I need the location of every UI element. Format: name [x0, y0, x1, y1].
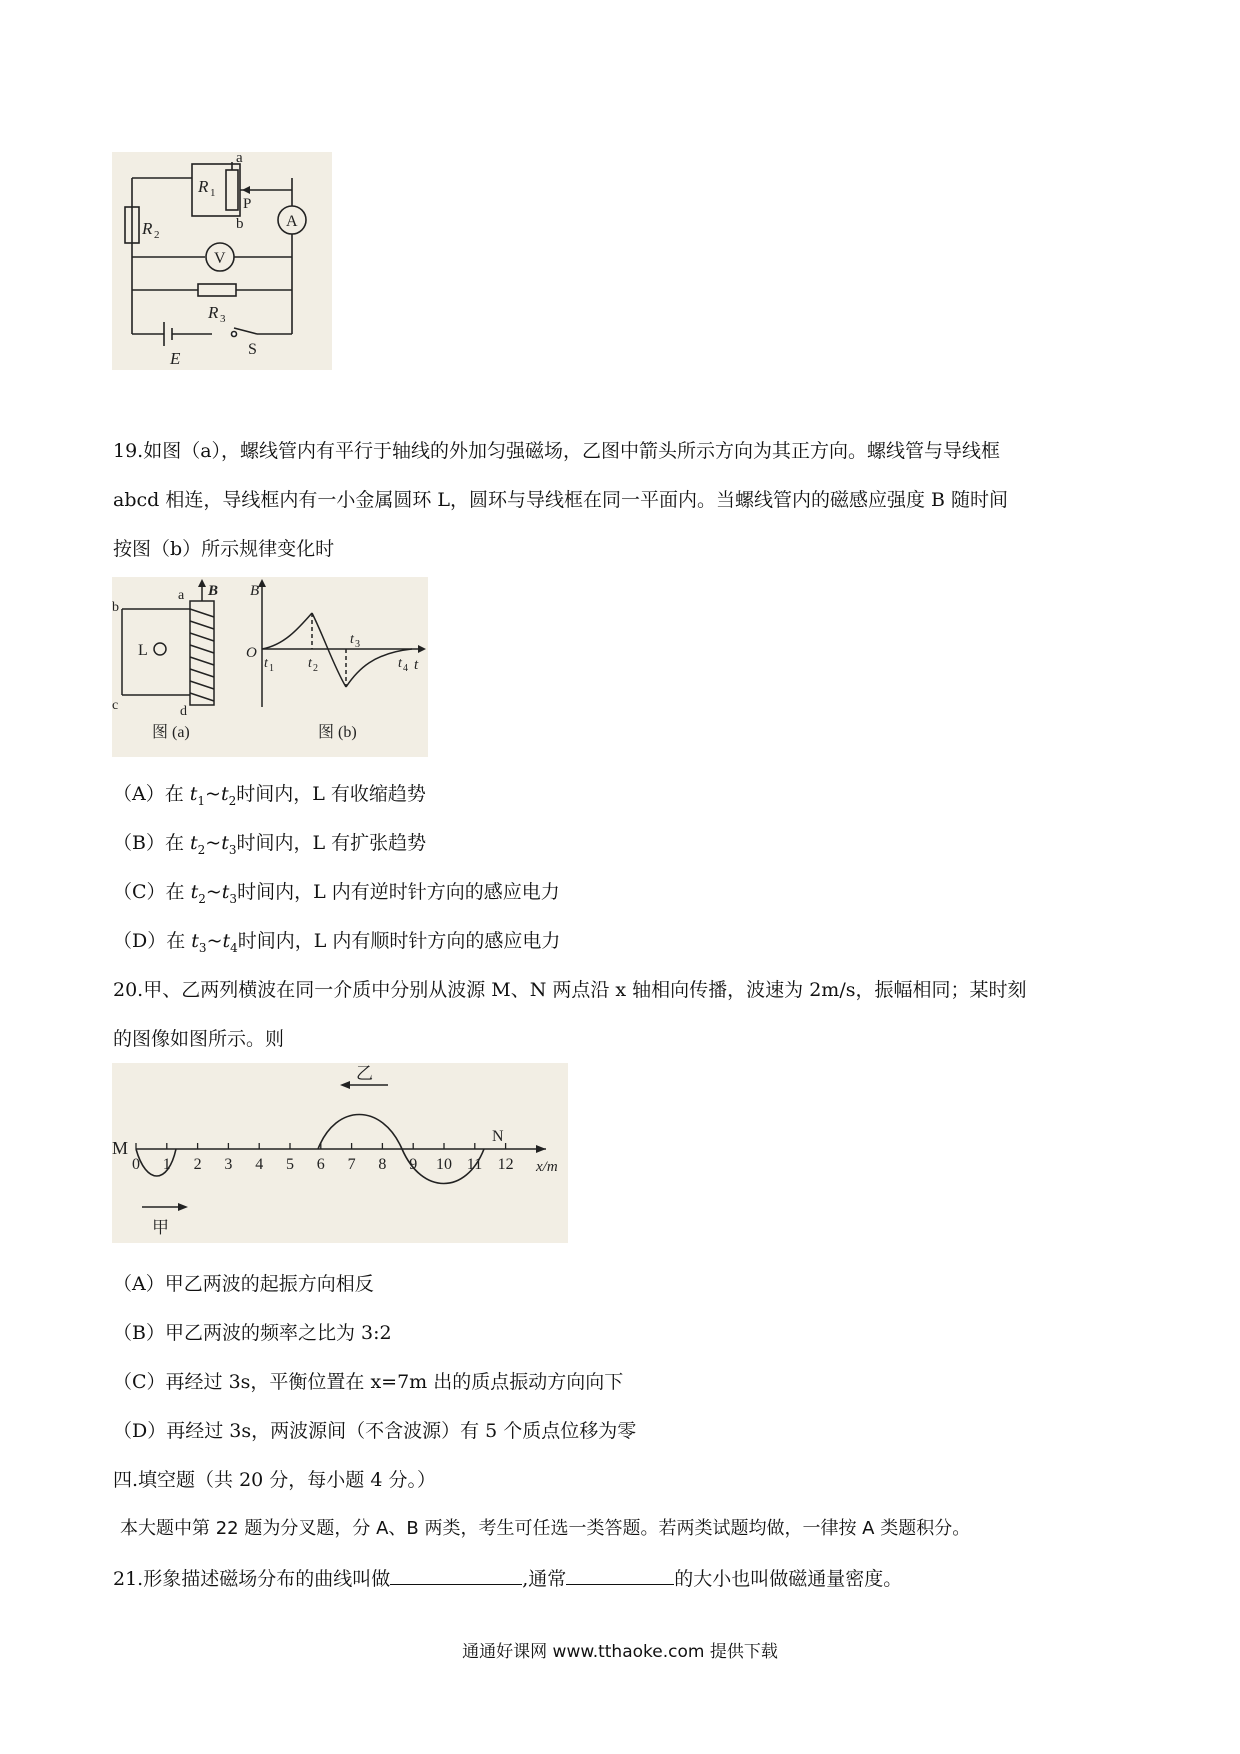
q19-option-a: （A）在 $t_1\sim t_2$时间内，L 有收缩趋势 — [113, 783, 426, 808]
q20-option-c: （C）再经过 3s，平衡位置在 x=7m 出的质点振动方向向下 — [113, 1371, 624, 1393]
q21-text-3: 的大小也叫做磁通量密度。 — [674, 1568, 903, 1590]
label-r1-sub: 1 — [210, 187, 216, 199]
fig-a-label-c: c — [112, 698, 119, 713]
label-b: b — [236, 216, 244, 232]
label-n: N — [492, 1128, 504, 1145]
label-yi: 乙 — [356, 1064, 373, 1083]
x-tick-label: 0 — [132, 1156, 140, 1173]
label-r3: R — [208, 303, 219, 322]
x-tick-label: 5 — [286, 1156, 294, 1173]
fig-b-label-t: t — [414, 657, 419, 673]
section-note: 本大题中第 22 题为分叉题，分 A、B 两类，考生可任选一类答题。若两类试题均做，一律按 A 类题积分。 — [120, 1518, 971, 1539]
x-tick-label: 4 — [255, 1156, 264, 1173]
q19-line-1: 19.如图（a），螺线管内有平行于轴线的外加匀强磁场，乙图中箭头所示方向为其正方向。螺线管与导线框 — [113, 440, 1001, 462]
x-tick-label: 10 — [436, 1156, 452, 1173]
x-tick-label: 12 — [497, 1156, 514, 1173]
voltmeter-label: V — [214, 250, 226, 267]
x-tick-label: 6 — [316, 1156, 325, 1173]
fig-b-caption: 图 (b) — [318, 724, 357, 741]
circuit-figure — [112, 152, 332, 370]
fig-a-label-l: L — [138, 642, 148, 659]
label-p: P — [243, 196, 252, 212]
ammeter-label: A — [286, 213, 298, 230]
footer: 通通好课网 www.tthaoke.com 提供下载 — [462, 1642, 778, 1662]
solenoid-figure — [112, 577, 428, 757]
x-tick-label: 2 — [193, 1156, 202, 1173]
x-tick-label: 1 — [162, 1156, 171, 1173]
fig-a-label-a: a — [178, 588, 185, 603]
fig-b-t4: t — [398, 656, 402, 671]
q21-blank-2[interactable] — [566, 1566, 674, 1585]
q21-text-1: 21.形象描述磁场分布的曲线叫做 — [113, 1568, 391, 1590]
label-r2-sub: 2 — [154, 229, 160, 241]
fig-b-t2: t — [308, 656, 312, 671]
q21-text-2: ,通常 — [522, 1568, 567, 1590]
q20-line-2: 的图像如图所示。则 — [113, 1028, 285, 1050]
label-e: E — [170, 349, 181, 368]
q21-blank-1[interactable] — [390, 1566, 522, 1585]
label-r2: R — [142, 219, 153, 238]
fig-a-caption: 图 (a) — [152, 724, 190, 741]
label-r1: R — [198, 177, 209, 196]
q20-option-d: （D）再经过 3s，两波源间（不含波源）有 5 个质点位移为零 — [113, 1420, 637, 1442]
section-heading: 四.填空题（共 20 分，每小题 4 分。） — [113, 1469, 436, 1491]
q20-option-a: （A）甲乙两波的起振方向相反 — [113, 1273, 374, 1295]
fig-b-label-b: B — [250, 583, 260, 599]
q21 — [113, 1566, 902, 1591]
solenoid-and-graph — [112, 577, 428, 757]
label-r3-sub: 3 — [220, 313, 226, 325]
q19-option-c: （C）在 $t_2\sim t_3$时间内，L 内有逆时针方向的感应电力 — [113, 881, 560, 906]
circuit-diagram — [112, 152, 332, 370]
x-tick-label: 7 — [347, 1156, 356, 1173]
label-m: M — [112, 1138, 129, 1158]
x-tick-label: 9 — [409, 1156, 418, 1173]
fig-b-t3-sub: 3 — [355, 639, 360, 650]
q19-option-d: （D）在 $t_3\sim t_4$时间内，L 内有顺时针方向的感应电力 — [113, 930, 561, 955]
x-tick-label: 3 — [224, 1156, 233, 1173]
wave-figure — [112, 1063, 568, 1243]
fig-b-t1-sub: 1 — [269, 663, 274, 674]
fig-a-label-d: d — [180, 704, 187, 719]
fig-a-label-b-field: B — [208, 583, 219, 599]
fig-b-t2-sub: 2 — [313, 663, 318, 674]
fig-b-t4-sub: 4 — [403, 663, 408, 674]
label-a: a — [236, 152, 243, 166]
q19-option-b: （B）在 $t_2\sim t_3$时间内，L 有扩张趋势 — [113, 832, 427, 857]
fig-b-label-o: O — [246, 645, 257, 661]
wave-diagram — [112, 1063, 568, 1243]
x-tick-label: 8 — [378, 1156, 387, 1173]
fig-a-label-b: b — [112, 600, 119, 615]
label-jia: 甲 — [152, 1218, 169, 1237]
label-s: S — [248, 341, 257, 358]
q20-line-1: 20.甲、乙两列横波在同一介质中分别从波源 M、N 两点沿 x 轴相向传播，波速为 2m/s，振幅相同；某时刻 — [113, 979, 1027, 1001]
q20-option-b: （B）甲乙两波的频率之比为 3:2 — [113, 1322, 392, 1344]
x-tick-label: 11 — [466, 1156, 483, 1173]
fig-b-t1: t — [264, 656, 268, 671]
q19-line-3: 按图（b）所示规律变化时 — [113, 538, 335, 560]
q19-line-2: abcd 相连，导线框内有一小金属圆环 L，圆环与导线框在同一平面内。当螺线管内的磁感应强度 B 随时间 — [113, 489, 1009, 511]
x-axis-label: x/m — [536, 1159, 558, 1175]
fig-b-t3: t — [350, 632, 354, 647]
